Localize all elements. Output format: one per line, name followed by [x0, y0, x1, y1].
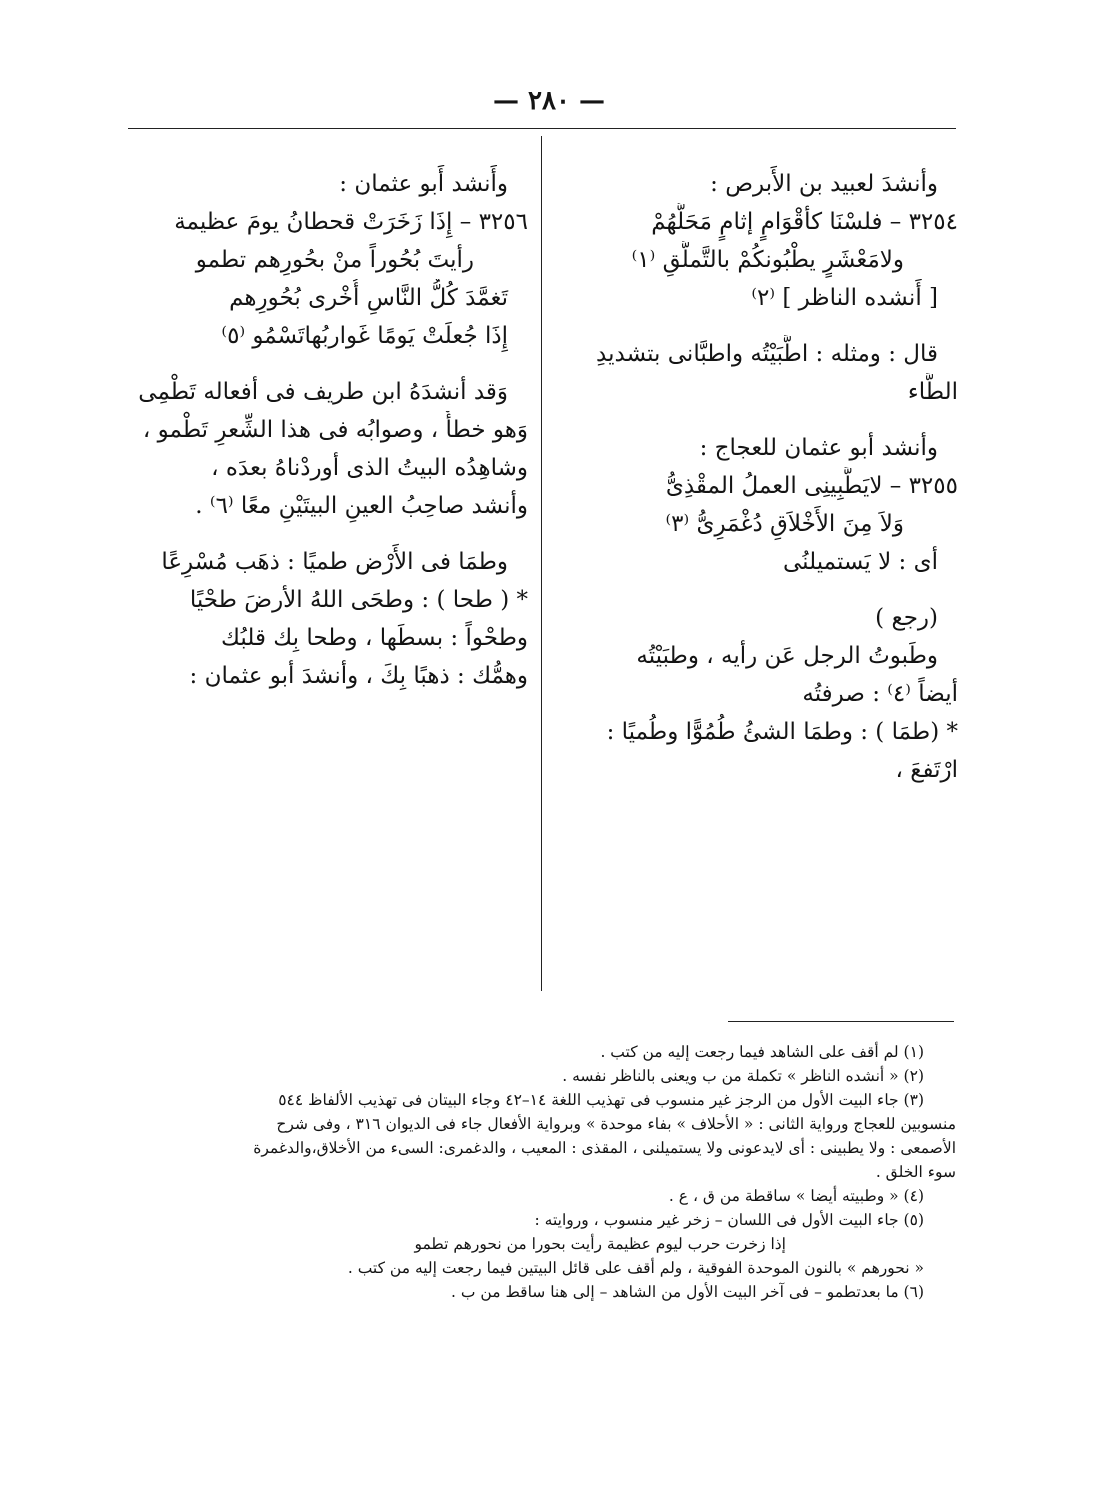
left-column-line: وأنشد صاحِبُ العينِ البيتَيْنِ معًا ⁽٦⁾ .	[195, 493, 528, 519]
footnote-line: إذا زخرت حرب ليوم عظيمة رأيت بحورا من نحورهم تطمو	[414, 1235, 786, 1253]
left-column-line: وَهو خطأٌ ، وصوابُه فى هذا الشِّعرِ تَطْمو ،	[142, 417, 528, 443]
footnote-line: منسوبين للعجاج ورواية الثانى : « الأحلاف » بفاء موحدة » وبرواية الأفعال جاء فى الديوان ٣١٦ ، وفى شرح	[276, 1115, 956, 1133]
left-column-line: إِذَا جُعلَتْ يَومًا غَواربُهاتَسْمُو ⁽٥⁾	[221, 323, 508, 349]
left-column-line: وطحْواً : بسطَها ، وطحا بِك قلبُك	[221, 625, 528, 651]
footnote-rule	[728, 1021, 954, 1022]
paragraph-gap	[132, 355, 528, 373]
right-column-line: ٣٢٥٥ – لايَطَّبِينِى العملُ المقْذِىُّ	[665, 473, 958, 499]
right-column-line: وطَبوتُ الرجل عَن رأيه ، وطبَيْتُه	[636, 643, 938, 669]
footnote-line: (٦) ما بعدتطمو – فى آخر البيت الأول من الشاهد – إلى هنا ساقط من ب .	[451, 1283, 924, 1301]
right-column-line: (رجع )	[875, 605, 938, 631]
right-column-line: [ أَنشده الناظر ] ⁽٢⁾	[751, 285, 938, 311]
paragraph-gap	[558, 317, 958, 335]
footnote-line: (٤) « وطبيته أيضا » ساقطة من ق ، ع .	[668, 1187, 924, 1205]
left-column-line: رأيتَ بُحُوراً منْ بحُورِهم تطمو	[195, 247, 474, 273]
right-column-line: ارْتَفعَ ،	[895, 757, 958, 783]
footnote-line: (٢) « أنشده الناظر » تكملة من ب ويعنى بالناظر نفسه .	[562, 1067, 924, 1085]
footnote-line: (٥) جاء البيت الأول فى اللسان – زخر غير منسوب ، وروايته :	[534, 1211, 924, 1229]
footnote-line: « نحورهم » بالنون الموحدة الفوقية ، ولم أقف على قائل البيتين فيما رجعت إليه من كتب .	[347, 1259, 924, 1277]
right-column-line: أيضاً ⁽٤⁾ : صرفتُه	[802, 681, 958, 707]
right-column	[558, 165, 958, 789]
left-column-line: تَغمَّدَ كُلُّ النَّاسِ أُخْرى بُحُورِهم	[229, 285, 508, 311]
right-column-line: قال : ومثله : اطَّبَيْتُه واطبَّانى بتشديدِ	[596, 341, 938, 367]
column-divider	[541, 136, 542, 991]
footnote-line: سوء الخلق .	[875, 1163, 956, 1181]
left-column-line: * ( طحا ) : وطحَى اللهُ الأرضَ طحْيًا	[189, 587, 528, 613]
footnotes	[128, 1040, 956, 1304]
right-column-line: وَلاَ مِنَ الأَخْلاَقِ دُغْمَرِىُّ ⁽٣⁾	[665, 511, 904, 537]
right-column-line: ٣٢٥٤ – فلسْنَا كأقْوَامٍ إثامٍ مَحَلُّهُمْ	[651, 209, 958, 235]
right-column-line: أى : لا يَستميلنُى	[782, 549, 938, 575]
footnote-line: (١) لم أقف على الشاهد فيما رجعت إليه من كتب .	[600, 1043, 924, 1061]
left-column-line: وهمُّك : ذهبًا بِكَ ، وأنشدَ أبو عثمان :	[189, 663, 528, 689]
left-column-line: ٣٢٥٦ – إِذَا زَخَرَتْ قحطانُ يومَ عظيمة	[174, 209, 528, 235]
paragraph-gap	[132, 525, 528, 543]
page-number: — ٢٨٠ —	[492, 86, 606, 116]
footnote-line: (٣) جاء البيت الأول من الرجز غير منسوب فى تهذيب اللغة ١٤–٤٢ وجاء البيتان فى تهذيب الألفاظ ٥٤٤	[278, 1091, 924, 1109]
paragraph-gap	[558, 581, 958, 599]
right-column-line: ولامَعْشَرٍ يطْبُونكُمْ بالتَّملُّقِ ⁽١⁾	[631, 247, 904, 273]
left-column-line: وشاهِدُه البيتُ الذى أوردْناهُ بعدَه ،	[211, 455, 528, 481]
left-column	[132, 165, 528, 695]
paragraph-gap	[558, 411, 958, 429]
footnote-line: الأصمعى : ولا يطبينى : أى لايدعونى ولا يستميلنى ، المقذى : المعيب ، والدغمرى: السىء من الأخلاق،والدغمرة	[253, 1139, 956, 1157]
right-column-line: * (طمَا ) : وطمَا الشئُ طُمُوًّا وطُميًا :	[606, 719, 958, 745]
right-column-line: وأنشد أبو عثمان للعجاج :	[699, 435, 938, 461]
left-column-line: وطمَا فى الأَرْض طميًا : ذهَب مُسْرِعًا	[161, 549, 508, 575]
right-column-line: الطَّاء	[907, 379, 958, 405]
left-column-line: وأَنشد أَبو عثمان :	[339, 171, 508, 197]
header-rule	[128, 128, 956, 129]
right-column-line: وأنشدَ لعبيد بن الأَبرص :	[710, 171, 938, 197]
left-column-line: وَقد أنشدَهُ ابن طريف فى أفعاله تَطْمِى	[138, 379, 508, 405]
